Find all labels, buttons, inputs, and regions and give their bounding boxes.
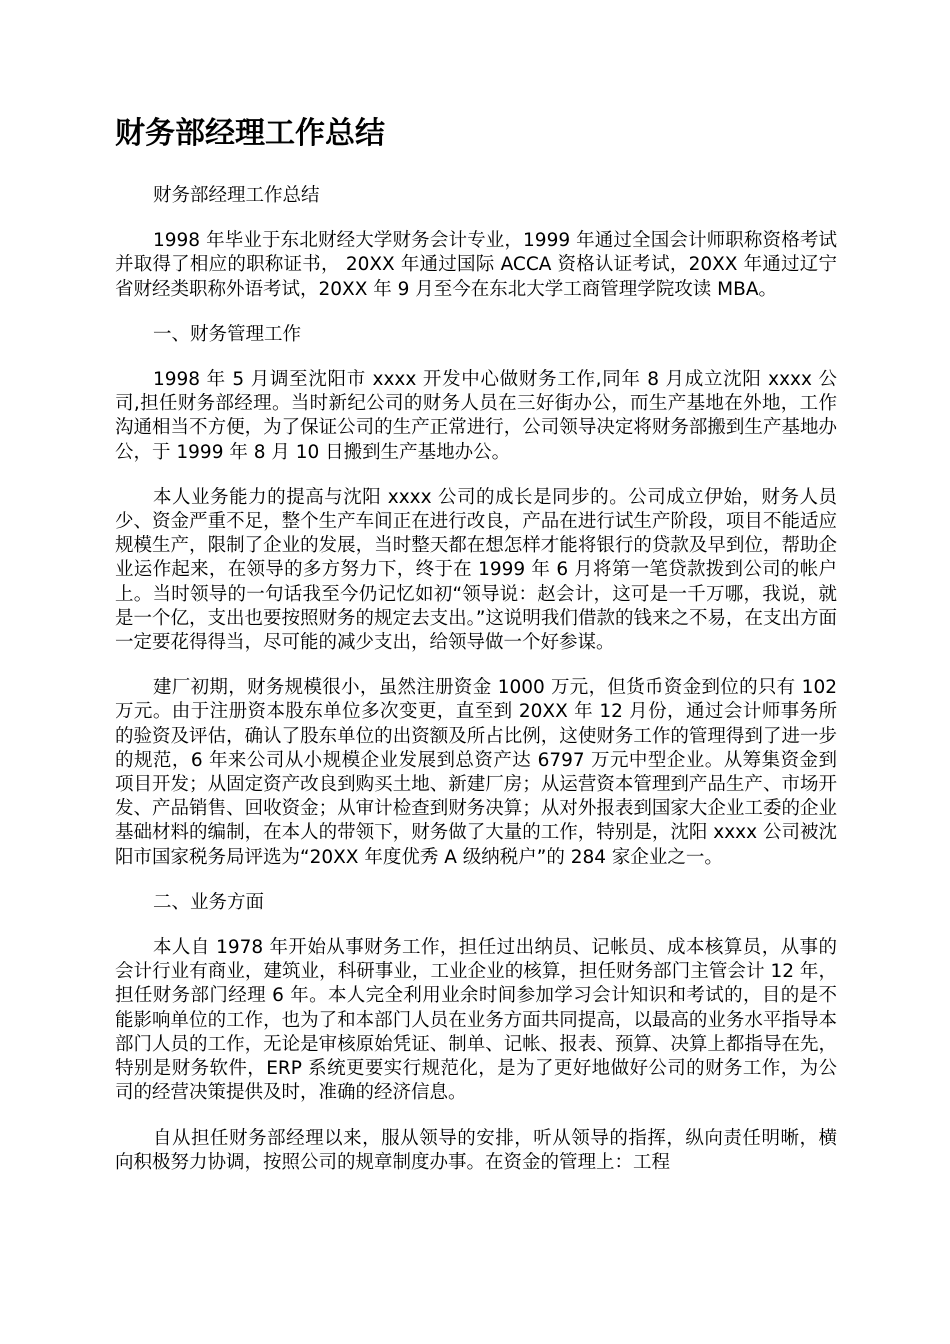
- paragraph-manager-duties: 自从担任财务部经理以来，服从领导的安排，听从领导的指挥，纵向责任明晰，横向积极努力协调，按照公司的规章制度办事。在资金的管理上：工程: [115, 1127, 837, 1173]
- document-subtitle: 财务部经理工作总结: [153, 185, 320, 206]
- paragraph-early-stage: 建厂初期，财务规模很小，虽然注册资金 1000 万元，但货币资金到位的只有 102 万元。由于注册资本股东单位多次变更，直至到 20XX 年 12 月份，通过会计师事务所的验资及评估，确认了股东单位的出资额及所占比例，这使财务工作的管理得到了进一步的规范，6 年来公司从小规模企业发展到总资产达 6797 万元中型企业。从筹集资金到项目开发；从固定资产改良到购买土地、新建厂房；从运营资本管理到产品生产、市场开发、产品销售、回收资金；从审计检查到财务决算；从对外报表到国家大企业工委的企业基础材料的编制，在本人的带领下，财务做了大量的工作，特别是，沈阳 xxxx 公司被沈阳市国家税务局评选为“20XX 年度优秀 A 级纳税户”的 284 家企业之一。: [115, 677, 837, 868]
- paragraph-growth: 本人业务能力的提高与沈阳 xxxx 公司的成长是同步的。公司成立伊始，财务人员少、资金严重不足，整个生产车间正在进行改良，产品在进行试生产阶段，项目不能适应规模生产，限制了企业的发展，当时整天都在想怎样才能将银行的贷款及早到位，帮助企业运作起来，在领导的多方努力下，终于在 1999 年 6 月将第一笔贷款拨到公司的帐户上。当时领导的一句话我至今仍记忆如初“领导说：赵会计，这可是一千万哪，我说，就是一个亿，支出也要按照财务的规定去支出。”这说明我们借款的钱来之不易，在支出方面一定要花得得当，尽可能的减少支出，给领导做一个好参谋。: [115, 486, 837, 654]
- document-page: [115, 112, 837, 1196]
- paragraph-career: 本人自 1978 年开始从事财务工作，担任过出纳员、记帐员、成本核算员，从事的会计行业有商业，建筑业，科研事业，工业企业的核算，担任财务部门主管会计 12 年，担任财务部门经理 6 年。本人完全利用业余时间参加学习会计知识和考试的，目的是不能影响单位的工作，也为了和本部门人员在业务方面共同提高，以最高的业务水平指导本部门人员的工作，无论是审核原始凭证、制单、记帐、报表、预算、决算上都指导在先，特别是财务软件，ERP 系统更要实行规范化，是为了更好地做好公司的财务工作，为公司的经营决策提供及时，准确的经济信息。: [115, 937, 837, 1104]
- document-title: 财务部经理工作总结: [115, 116, 385, 151]
- paragraph-education: 1998 年毕业于东北财经大学财务会计专业，1999 年通过全国会计师职称资格考试并取得了相应的职称证书， 20XX 年通过国际 ACCA 资格认证考试，20XX 年通过辽宁省财经类职称外语考试，20XX 年 9 月至今在东北大学工商管理学院攻读 MBA。: [115, 230, 837, 300]
- section-heading-business: 二、业务方面: [153, 891, 265, 913]
- paragraph-transfer-1998: 1998 年 5 月调至沈阳市 xxxx 开发中心做财务工作,同年 8 月成立沈阳 xxxx 公司,担任财务部经理。当时新纪公司的财务人员在三好街办公，而生产基地在外地，工作沟通相当不方便，为了保证公司的生产正常进行，公司领导决定将财务部搬到生产基地办公，于 1999 年 8 月 10 日搬到生产基地办公。: [115, 369, 837, 463]
- section-heading-financial-management: 一、财务管理工作: [153, 323, 302, 345]
